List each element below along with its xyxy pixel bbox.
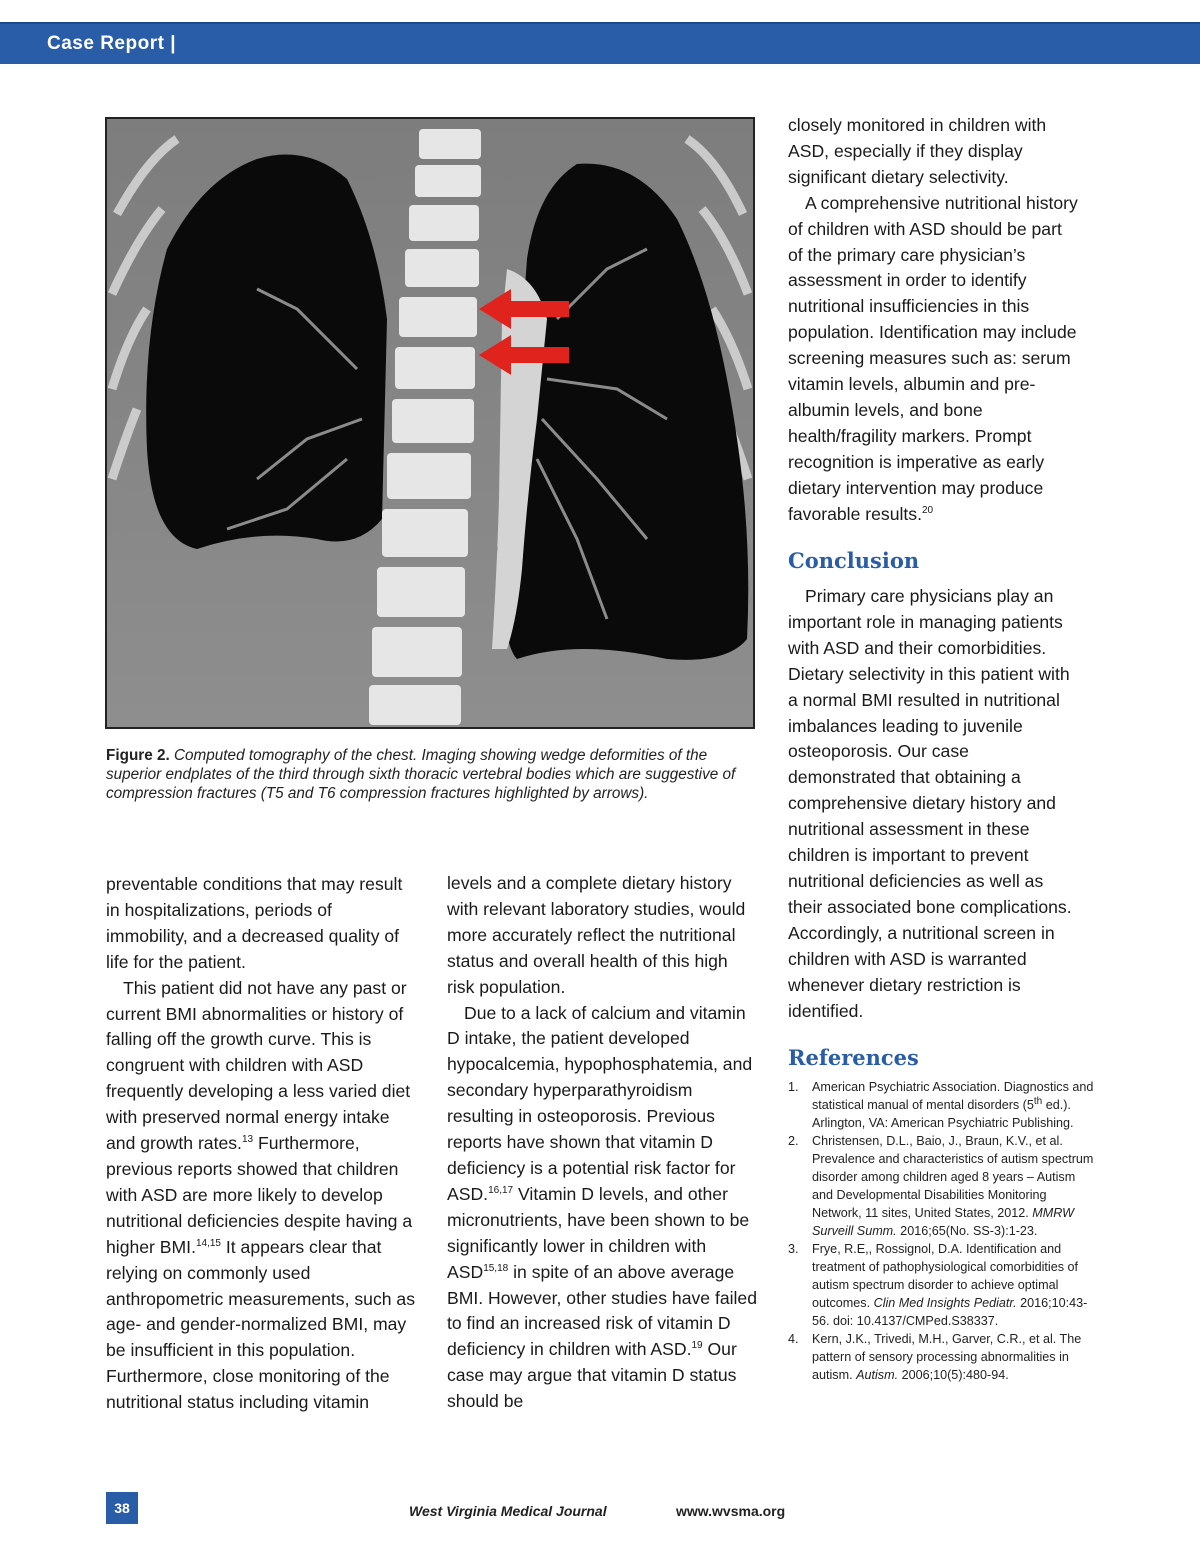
text-run: in spite of an above average BMI. However, other studies have failed to find an increased risk of vitamin D deficiency in children with ASD. [447,1261,758,1360]
paragraph: Primary care physicians play an important role in managing patients with ASD and their comorbidities. Dietary selectivity in this patient with a normal BMI resulted in nutritional imbalances leading to juvenile osteoporosis. Our case demonstrated that obtaining a comprehensive dietary history and nutritional assessment in these children is important to prevent nutritional deficiencies as well as their associated bone complications. Accordingly, a nutritional screen in children with ASD is warranted whenever dietary restriction is identified. [788,586,1072,1021]
text-run: American Psychiatric Association. Diagnostics and statistical manual of mental disorders (5 [812,1080,1094,1112]
text-run: Christensen, D.L., Baio, J., Braun, K.V., et al. Prevalence and characteristics of autism spectrum disorder among children aged 8 years – Autism and Developmental Disabilities Monitoring Network, 11 sites, United States, 2012. [812,1134,1094,1220]
paragraph [788,191,1078,528]
citation: 16,17 [488,1185,514,1197]
text-run: Kern, J.K., Trivedi, M.H., Garver, C.R., et al. The pattern of sensory processing abnormalities in autism. [812,1332,1082,1382]
text-run: 2006;10(5):480-94. [898,1368,1009,1382]
journal-name: Autism. [856,1368,899,1382]
superscript: th [1033,1095,1043,1107]
reference-item [788,1132,1098,1240]
figure-caption-text: Computed tomography of the chest. Imaging showing wedge deformities of the superior endplates of the third through sixth thoracic vertebral bodies which are suggestive of compression fractures (T5 and T6 compression fractures highlighted by arrows). [106,747,736,802]
paragraph: preventable conditions that may result in hospitalizations, periods of immobility, and a decreased quality of life for the patient. [106,874,403,972]
citation: 20 [921,504,934,516]
reference-number: 1. [788,1080,799,1094]
figure-label: Figure 2. [106,747,170,764]
reference-number: 2. [788,1134,799,1148]
text-run: 2016;10:43-56. doi: 10.4137/CMPed.S38337. [812,1296,1088,1328]
text-run: This patient did not have any past or current BMI abnormalities or history of falling off the growth curve. This is congruent with children with ASD frequently developing a less varied diet with preserved normal energy intake and growth rates. [106,977,411,1154]
journal-name: Clin Med Insights Pediatr. [873,1296,1017,1310]
paragraph [447,1001,759,1416]
text-run: Furthermore, previous reports showed that children with ASD are more likely to develop nutritional deficiencies despite having a higher BMI. [106,1133,413,1257]
body-column-3 [788,113,1078,528]
reference-item [788,1330,1098,1384]
conclusion-heading: Conclusion [788,548,920,573]
ct-chest-image [105,117,755,729]
text-run: Due to a lack of calcium and vitamin D intake, the patient developed hypocalcemia, hypophosphatemia, and secondary hyperparathyroidism resulting in osteoporosis. Previous reports have shown that vitamin D deficiency is a potential risk factor for ASD. [447,1002,753,1204]
text-run: Frye, R.E,, Rossignol, D.A. Identification and treatment of pathophysiological comorbidities of autism spectrum disorder to achieve optimal outcomes. [812,1242,1079,1310]
citation: 15,18 [483,1262,509,1274]
body-column-2 [447,871,759,1415]
references-list [788,1078,1098,1384]
body-column-1 [106,872,416,1416]
reference-number: 4. [788,1332,799,1346]
reference-item [788,1078,1098,1132]
paragraph: levels and a complete dietary history with relevant laboratory studies, would more accurately reflect the nutritional status and overall health of this high risk population. [447,873,746,997]
reference-number: 3. [788,1242,799,1256]
text-run: It appears clear that relying on commonly used anthropometric measurements, such as age- and gender-normalized BMI, may be insufficient in this population. Furthermore, close monitoring of the nutritional status including vitamin [106,1236,416,1413]
paragraph [106,976,416,1416]
text-run: ed.). Arlington, VA: American Psychiatric Publishing. [812,1098,1074,1130]
journal-name-footer: West Virginia Medical Journal [409,1503,607,1519]
citation: 13 [241,1134,254,1146]
references-heading: References [788,1045,919,1070]
section-label: Case Report | [47,33,177,54]
ct-scan-illustration [107,119,753,727]
conclusion-section [788,584,1078,1024]
website-url[interactable]: www.wvsma.org [676,1503,786,1519]
text-run: A comprehensive nutritional history of children with ASD should be part of the primary care physician’s assessment in order to identify nutritional insufficiencies in this population. Identification may include screening measures such as: serum vitamin levels, albumin and pre-albumin levels, and bone health/fragility markers. Prompt recognition is imperative as early dietary intervention may produce favorable results. [788,192,1078,524]
text-run: Vitamin D levels, and other micronutrients, have been shown to be significantly lower in children with ASD [447,1183,750,1282]
section-header-bar [0,22,1200,64]
paragraph: closely monitored in children with ASD, especially if they display significant dietary selectivity. [788,115,1047,187]
citation: 19 [691,1340,703,1352]
text-run: Our case may argue that vitamin D status should be [447,1339,737,1412]
figure-caption [106,746,756,803]
journal-name: MMRW Surveill Summ. [812,1206,1075,1238]
page-number: 38 [106,1492,138,1524]
text-run: 2016;65(No. SS-3):1-23. [896,1224,1038,1238]
reference-item [788,1240,1098,1330]
citation: 14,15 [195,1237,221,1249]
